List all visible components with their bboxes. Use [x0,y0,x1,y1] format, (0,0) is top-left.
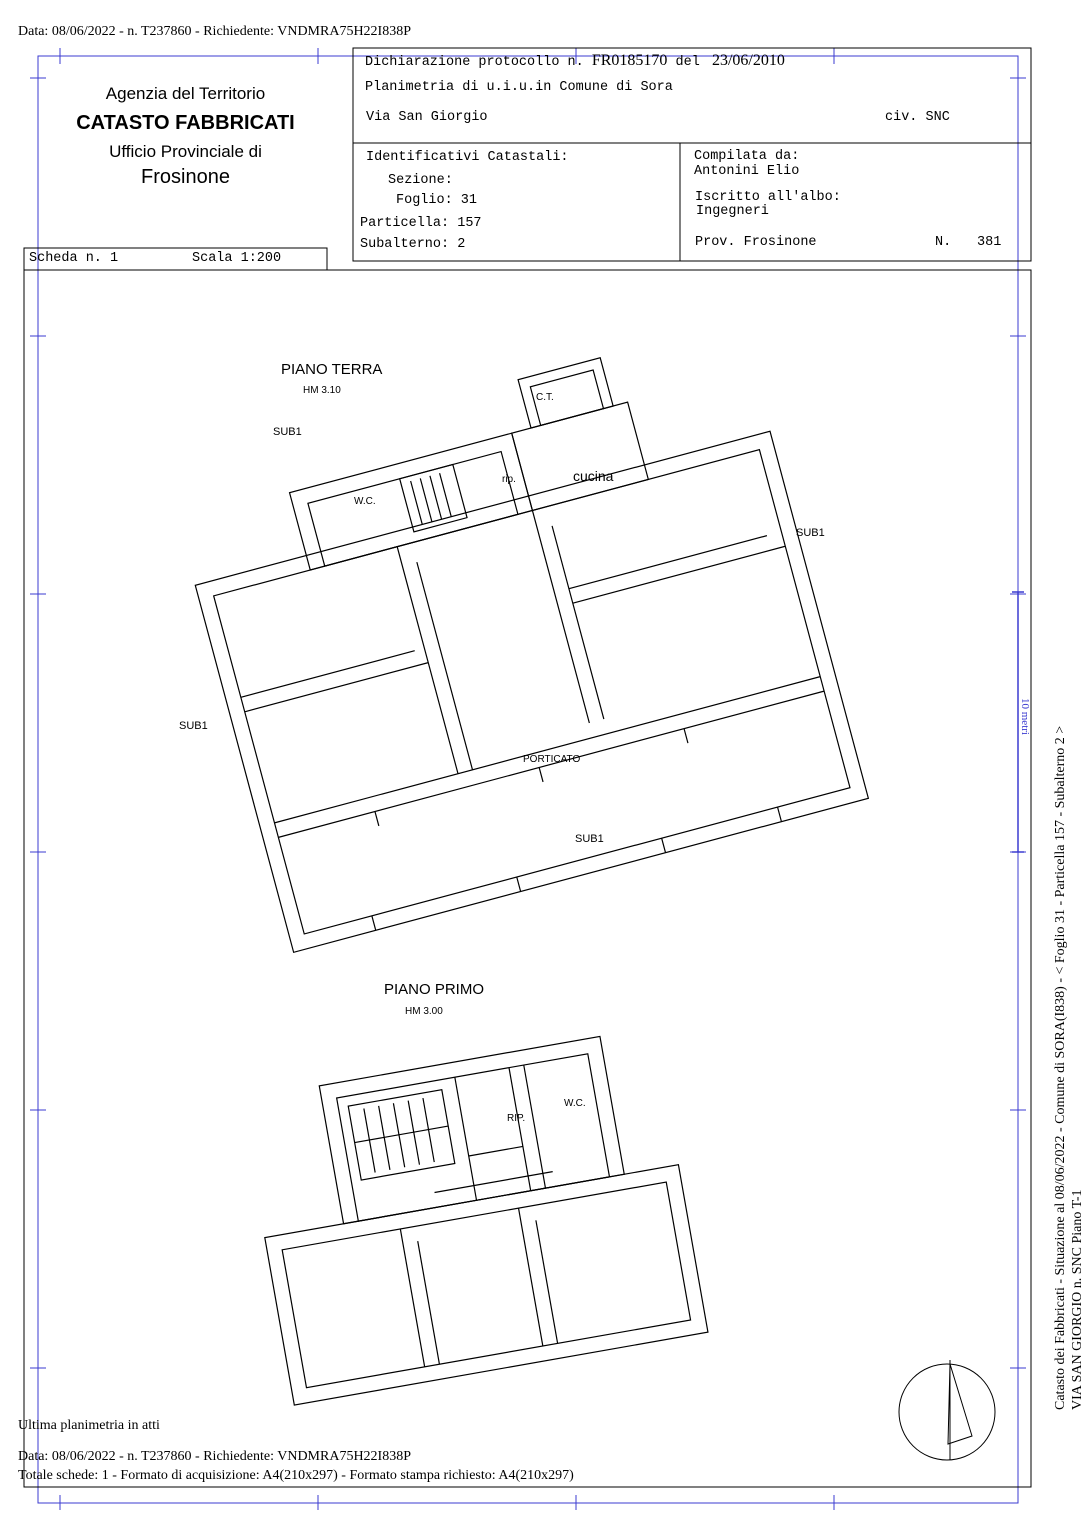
province-name: Frosinone [141,166,230,188]
scala-label: Scala 1:200 [192,251,282,266]
iscritto-label: Iscritto all'albo: [695,190,841,205]
outer-blue-frame [30,48,1026,1510]
label-sub1-top-left: SUB1 [273,426,302,438]
subalterno-field: Subalterno: 2 [360,237,466,252]
label-wc-ground: W.C. [354,496,376,507]
north-arrow-icon [899,1360,995,1460]
scheda-label: Scheda n. 1 [29,251,119,266]
label-rip-ground: rip. [502,474,516,485]
protocol-number: FR0185170 [591,52,668,69]
label-sub1-left: SUB1 [179,720,208,732]
ground-floor-plan [166,320,869,952]
declaration-del: del [675,55,700,70]
declaration-prefix: Dichiarazione protocollo n. [365,55,584,70]
side-caption [1052,726,1086,1410]
compilata-label: Compilata da: [694,149,800,164]
declaration-line [365,52,785,70]
identifiers-title: Identificativi Catastali: [366,150,569,165]
ground-floor-height: HM 3.10 [303,385,341,396]
first-floor-height: HM 3.00 [405,1006,443,1017]
albo-name: Ingegneri [696,204,769,219]
label-sub1-right: SUB1 [796,527,825,539]
agency-name: Agenzia del Territorio [105,84,266,103]
label-sub1-bottom: SUB1 [575,833,604,845]
label-rip-first: RIP. [507,1113,526,1124]
civic-number: civ. SNC [885,110,950,125]
declaration-date: 23/06/2010 [711,52,785,69]
ground-floor-title: PIANO TERRA [281,361,383,378]
label-wc-first: W.C. [564,1098,586,1109]
albo-n-value: 381 [977,235,1002,250]
top-request-line: Data: 08/06/2022 - n. T237860 - Richiedente: VNDMRA75H22I838P [18,24,412,39]
scale-bar-label: 10 metri [1019,698,1031,735]
footer-totale-line: Totale schede: 1 - Formato di acquisizione: A4(210x297) - Formato stampa richiesto: A4(210x297) [18,1468,574,1483]
label-ct: C.T. [536,392,554,403]
planimetria-line: Planimetria di u.i.u.in Comune di Sora [365,80,673,95]
label-porticato: PORTICATO [523,754,581,765]
particella-field: Particella: 157 [360,216,482,231]
compiler-name: Antonini Elio [694,164,800,179]
catasto-title: CATASTO FABBRICATI [76,112,295,134]
first-floor-plan [240,1027,707,1405]
foglio-field: Foglio: 31 [396,193,478,208]
header-boxes [24,48,1031,1487]
ultima-planimetria: Ultima planimetria in atti [18,1418,160,1433]
prov-field: Prov. Frosinone [695,235,817,250]
address-line: Via San Giorgio [366,110,488,125]
side-caption-line2: VIA SAN GIORGIO n. SNC Piano T-1 [1070,1189,1085,1410]
label-cucina: cucina [573,468,614,484]
sezione-field: Sezione: [388,173,453,188]
albo-n-label: N. [935,235,952,250]
first-floor-title: PIANO PRIMO [384,981,485,998]
footer-data-line: Data: 08/06/2022 - n. T237860 - Richiedente: VNDMRA75H22I838P [18,1449,412,1464]
office-line: Ufficio Provinciale di [109,142,262,161]
side-caption-line1: Catasto dei Fabbricati - Situazione al 08/06/2022 - Comune di SORA(I838) - < Foglio 31 - Particella 157 - Subalterno 2 > [1053,725,1068,1410]
